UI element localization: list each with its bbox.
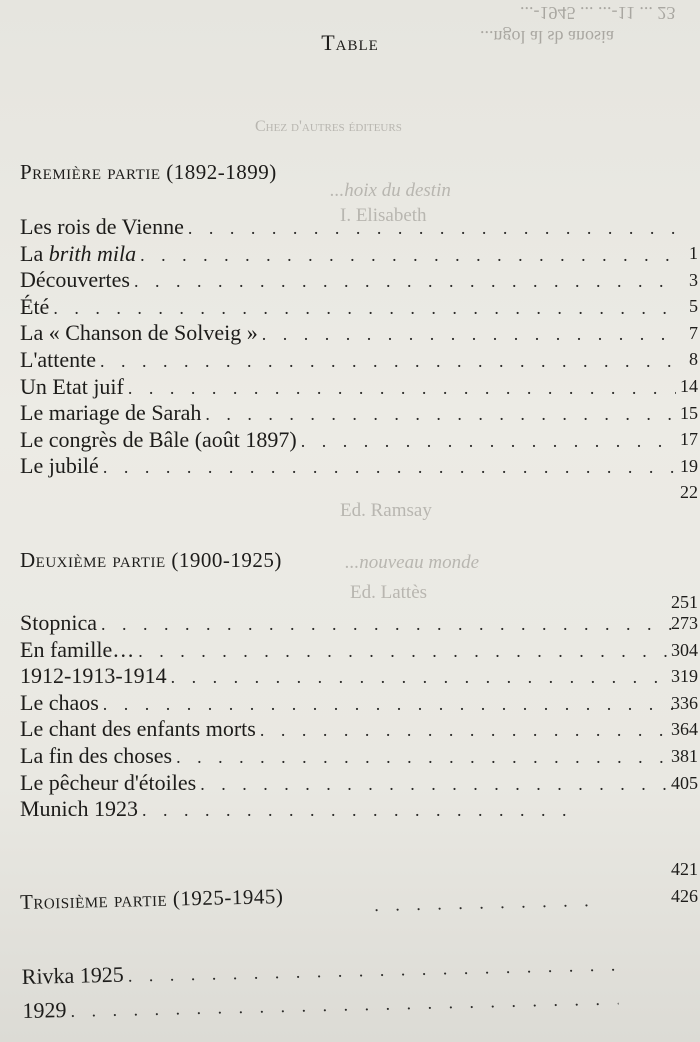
entry-title: Le chant des enfants morts [20, 716, 256, 742]
entry-title: Été [20, 293, 50, 319]
entry-title: Les rois de Vienne [20, 214, 184, 239]
page-number: 251 [671, 592, 698, 612]
page-number: 304 [671, 639, 698, 660]
entry-title: Le chaos [20, 689, 99, 715]
dot-leader [374, 887, 597, 918]
entry-title: Munich 1923 [20, 796, 138, 822]
dot-leader-row [370, 887, 601, 919]
page-number: 17 [680, 429, 698, 450]
bleed-through-top-right: ...-1945 ... ...-11 ... 23 [520, 3, 676, 23]
entry-title: Le mariage de Sarah [20, 400, 202, 426]
page-number: 8 [689, 349, 698, 370]
page-title: Table [321, 30, 379, 55]
part-years: (1892-1899) [166, 160, 277, 184]
entry-title: L'attente [20, 346, 97, 372]
page-number: 22 [680, 482, 698, 503]
page-numbers-part-3 [654, 856, 698, 909]
bleed-through-line-1: Chez d'autres éditeurs [255, 118, 402, 135]
page-number: 7 [689, 322, 698, 343]
entry-title: Le pêcheur d'étoiles [20, 769, 197, 795]
entry-title: Stopnica [20, 610, 97, 635]
page-number: 426 [671, 885, 698, 906]
entry-title: Le jubilé [20, 453, 99, 479]
dot-leader [128, 951, 618, 988]
page-number: 14 [680, 375, 698, 396]
entry-title: 1929 [22, 996, 67, 1023]
page-number: 405 [671, 772, 698, 793]
toc-leaders-part-3 [370, 887, 601, 919]
bleed-through-line-4: Ed. Ramsay [340, 500, 432, 521]
entry-title: La brith mila [20, 240, 137, 266]
entry-title: 1912-1913-1914 [20, 663, 167, 689]
entry-title: La « Chanson de Solveig » [20, 320, 258, 346]
page-number: 364 [671, 719, 698, 740]
page-number: 3 [689, 269, 698, 290]
bleed-through-line-5: ...nouveau monde [345, 552, 480, 573]
page-number: 5 [689, 296, 698, 317]
entry-title: Le congrès de Bâle (août 1897) [20, 426, 297, 452]
toc-list-part-3 [21, 950, 622, 1032]
entry-title: En famille… [20, 636, 135, 662]
part-years: (1925-1945) [172, 884, 284, 911]
page-number: 421 [671, 859, 698, 879]
entry-title: Un Etat juif [20, 373, 124, 399]
bleed-through-line-2: ...hoix du destin [330, 180, 451, 201]
bleed-through-line-6: Ed. Lattès [350, 582, 428, 603]
page-number: 381 [671, 745, 698, 766]
page-number: 1 [689, 243, 698, 263]
part-heading-3 [20, 884, 284, 915]
part-years: (1900-1925) [171, 548, 282, 572]
page-number: 19 [680, 455, 698, 476]
entry-title: La fin des choses [20, 742, 173, 768]
entry-title: Rivka 1925 [21, 961, 125, 989]
bleed-through-line-3: I. Elisabeth [340, 205, 427, 226]
part-label: Deuxième partie [20, 548, 166, 572]
part-label: Première partie [20, 160, 161, 184]
part-label: Troisième partie [19, 886, 168, 914]
entry-title: Découvertes [20, 267, 130, 293]
page-number: 336 [671, 692, 698, 713]
page-number: 15 [680, 402, 698, 423]
bleed-through-mirror-line: ...ngol al sb anosia [480, 27, 614, 47]
page-number: 273 [671, 613, 698, 633]
page-number: 319 [671, 666, 698, 687]
